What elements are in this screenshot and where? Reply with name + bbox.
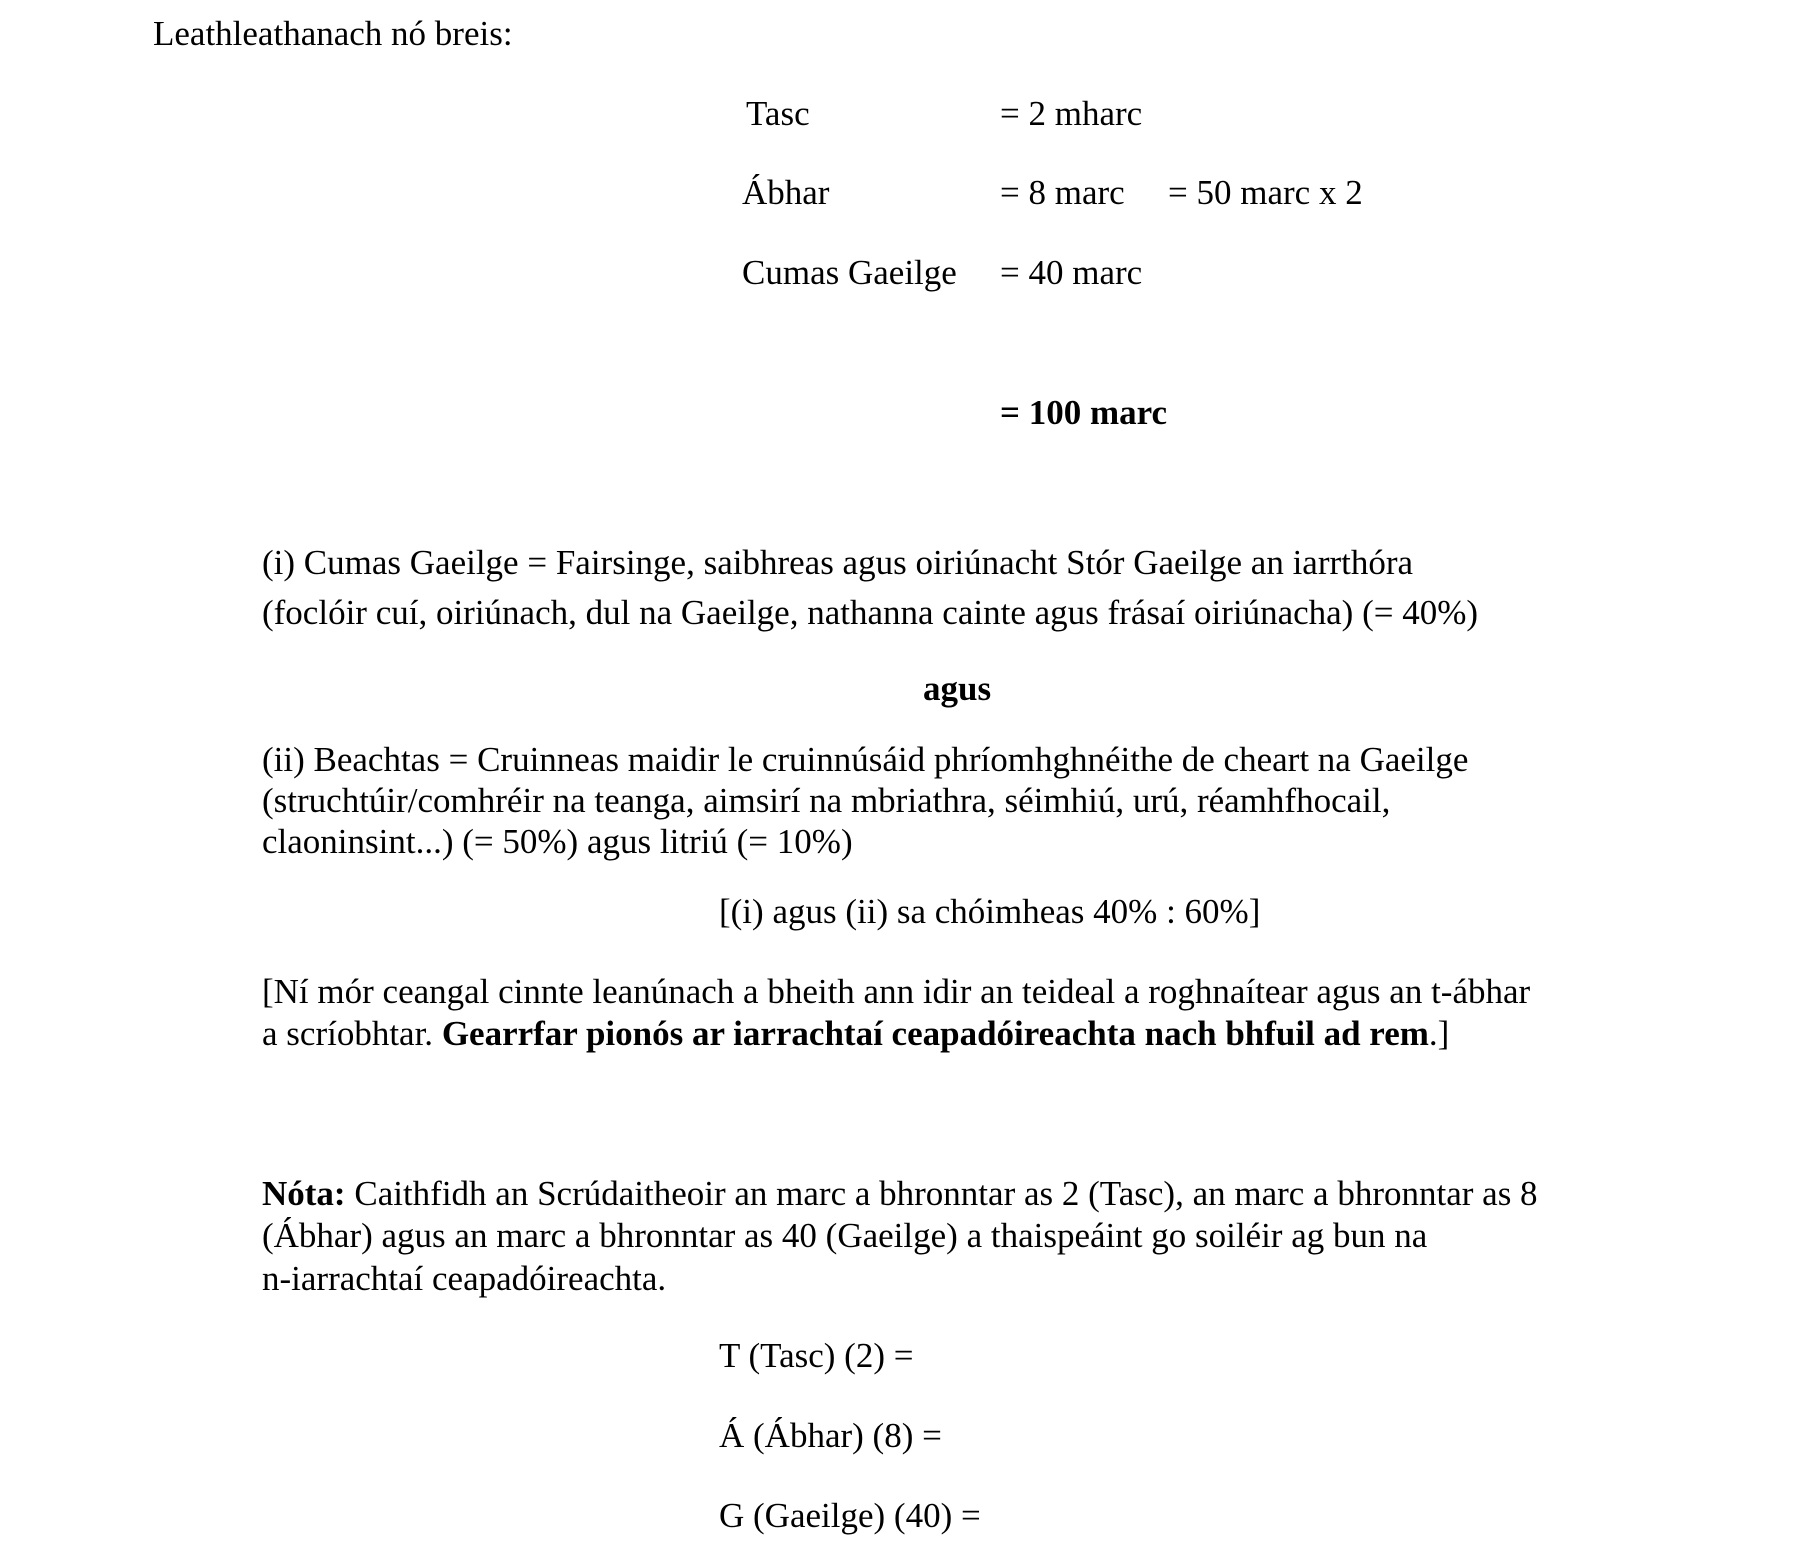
marks-extra-abhar: = 50 marc x 2 bbox=[1168, 173, 1363, 212]
examiner-note-line-2: (Ábhar) agus an marc a bhronntar as 40 (Gaeilge) a thaispeáint go soiléir ag bun na bbox=[262, 1216, 1428, 1255]
examiner-note-label: Nóta: bbox=[262, 1174, 346, 1213]
relevance-note-prefix: a scríobhtar. bbox=[262, 1014, 442, 1053]
criterion-ii-line-2: (struchtúir/comhréir na teanga, aimsirí na mbriathra, séimhiú, urú, réamhfhocail, bbox=[262, 781, 1391, 820]
score-line-abhar: Á (Ábhar) (8) = bbox=[719, 1416, 942, 1455]
marks-total: = 100 marc bbox=[1000, 393, 1168, 432]
marks-value-cumas-gaeilge: = 40 marc bbox=[1000, 253, 1143, 292]
criterion-ii-line-1: (ii) Beachtas = Cruinneas maidir le cruinnúsáid phríomhghnéithe de cheart na Gaeilge bbox=[262, 740, 1469, 779]
criterion-i-line-2: (foclóir cuí, oiriúnach, dul na Gaeilge, nathanna cainte agus frásaí oiriúnacha) (= 40%) bbox=[262, 593, 1479, 632]
examiner-note-text: Caithfidh an Scrúdaitheoir an marc a bhronntar as 2 (Tasc), an marc a bhronntar as 8 bbox=[345, 1174, 1538, 1213]
examiner-note-line-1 bbox=[262, 1176, 1538, 1211]
marks-label-cumas-gaeilge: Cumas Gaeilge bbox=[742, 253, 957, 292]
marks-label-tasc: Tasc bbox=[746, 94, 810, 133]
examiner-note-line-3: n-iarrachtaí ceapadóireachta. bbox=[262, 1259, 667, 1298]
marks-value-abhar: = 8 marc bbox=[1000, 173, 1125, 212]
score-line-tasc: T (Tasc) (2) = bbox=[719, 1336, 914, 1375]
criterion-ii-line-3: claoninsint...) (= 50%) agus litriú (= 10%) bbox=[262, 822, 853, 861]
relevance-note-line-2 bbox=[262, 1016, 1449, 1051]
relevance-note-penalty: Gearrfar pionós ar iarrachtaí ceapadóireachta nach bhfuil ad rem bbox=[441, 1014, 1429, 1053]
relevance-note-suffix: .] bbox=[1428, 1014, 1450, 1053]
ratio-note: [(i) agus (ii) sa chóimheas 40% : 60%] bbox=[719, 892, 1261, 931]
marks-value-tasc: = 2 mharc bbox=[1000, 94, 1143, 133]
connector-agus: agus bbox=[923, 669, 992, 708]
relevance-note-line-1: [Ní mór ceangal cinnte leanúnach a bheith ann idir an teideal a roghnaítear agus an t-ábhar bbox=[262, 972, 1531, 1011]
marks-label-abhar: Ábhar bbox=[742, 173, 830, 212]
score-line-gaeilge: G (Gaeilge) (40) = bbox=[719, 1496, 981, 1535]
criterion-i-line-1: (i) Cumas Gaeilge = Fairsinge, saibhreas agus oiriúnacht Stór Gaeilge an iarrthóra bbox=[262, 543, 1414, 582]
section-heading: Leathleathanach nó breis: bbox=[153, 14, 513, 53]
